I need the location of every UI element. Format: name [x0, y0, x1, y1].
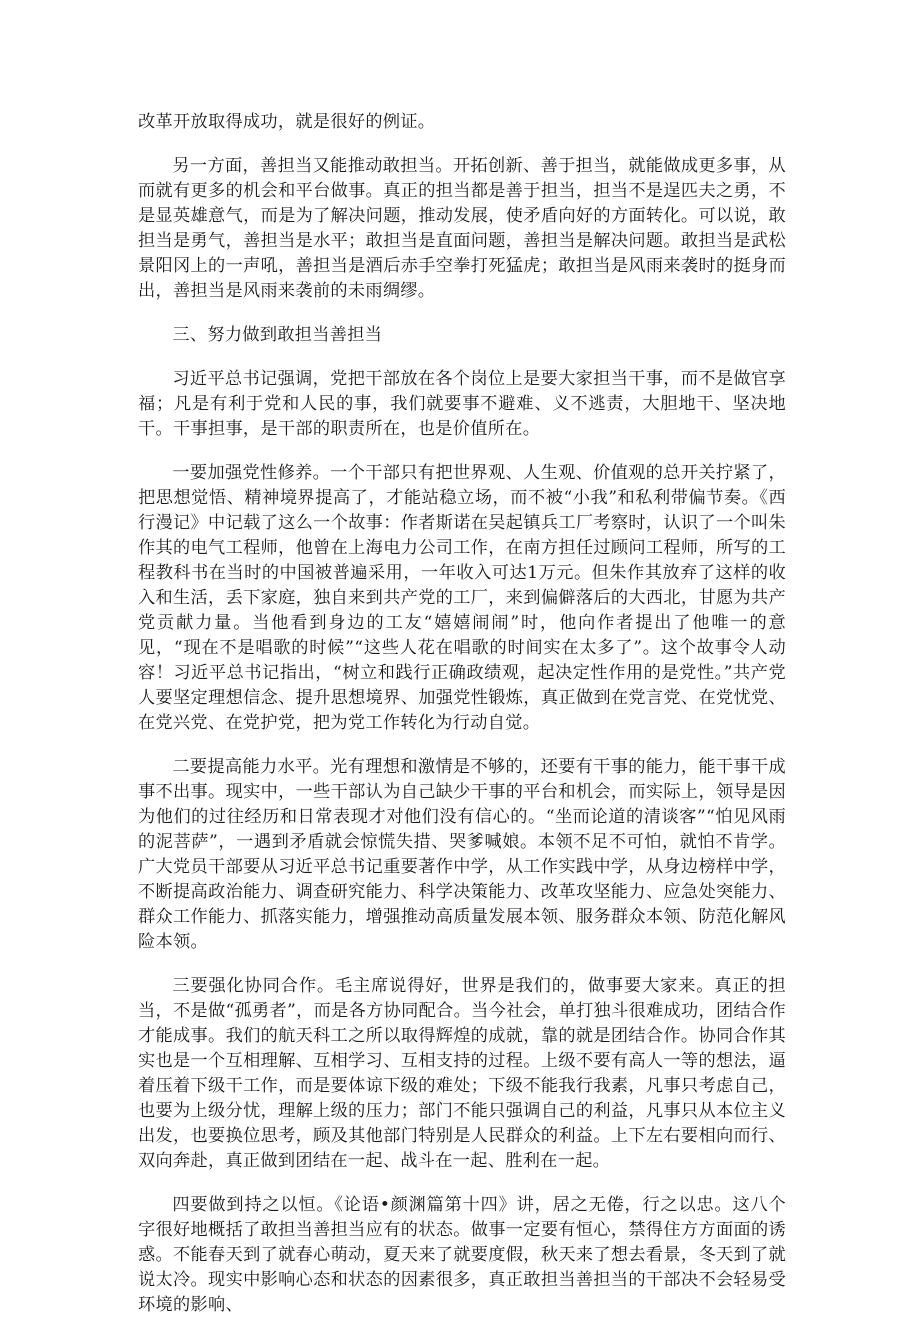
- paragraph-xi-quote: 习近平总书记强调，党把干部放在各个岗位上是要大家担当干事，而不是做官享福；凡是有利于党和人民的事，我们就要事不避难、义不逃责，大胆地干、坚决地干。干事担事，是干部的职责所在，也是价值所在。: [138, 369, 786, 439]
- paragraph-continuation: 改革开放取得成功，就是很好的例证。: [138, 112, 436, 132]
- document-page: [138, 110, 786, 1337]
- paragraph-dangxing: 一要加强党性修养。一个干部只有把世界观、人生观、价值观的总开关拧紧了，把思想觉悟、精神境界提高了，才能站稳立场，而不被“小我”和私利带偏节奏。《西行漫记》中记载了这么一个故事：作者斯诺在吴起镇兵工厂考察时，认识了一个叫朱作其的电气工程师，他曾在上海电力公司工作，在南方担任过顾问工程师，所写的工程教科书在当时的中国被普遍采用，一年收入可达1万元。但朱作其放弃了这样的收入和生活，丢下家庭，独自来到共产党的工厂，来到偏僻落后的大西北，甘愿为共产党贡献力量。当他看到身边的工友“嬉嬉闹闹”时，他向作者提出了他唯一的意见，“现在不是唱歌的时候”“这些人花在唱歌的时间实在太多了”。这个故事令人动容！习近平总书记指出，“树立和践行正确政绩观，起决定性作用的是党性。”共产党人要坚定理想信念、提升思想境界、加强党性锻炼，真正做到在党言党、在党忧党、在党兴党、在党护党，把为党工作转化为行动自觉。: [138, 463, 786, 733]
- paragraph-xietong: 三要强化协同合作。毛主席说得好，世界是我们的，做事要大家来。真正的担当，不是做“孤勇者”，而是各方协同配合。当今社会，单打独斗很难成功，团结合作才能成事。我们的航天科工之所以取得辉煌的成就，靠的就是团结合作。协同合作其实也是一个互相理解、互相学习、互相支持的过程。上级不要有高人一等的想法，逼着压着下级干工作，而是要体谅下级的难处；下级不能我行我素，凡事只考虑自己，也要为上级分忧，理解上级的压力；部门不能只强调自己的利益，凡事只从本位主义出发，也要换位思考，顾及其他部门特别是人民群众的利益。上下左右要相向而行、双向奔赴，真正做到团结在一起、战斗在一起、胜利在一起。: [138, 976, 786, 1171]
- paragraph-chizhiyiheng: 四要做到持之以恒。《论语•颜渊篇第十四》讲，居之无倦，行之以忠。这八个字很好地概括了敢担当善担当应有的状态。做事一定要有恒心，禁得住方方面面的诱惑。不能春天到了就春心萌动，夏天来了就要度假，秋天来了想去看景，冬天到了就说太冷。现实中影响心态和状态的因素很多，真正敢担当善担当的干部决不会轻易受环境的影响、: [138, 1195, 786, 1315]
- section-heading-3: 三、努力做到敢担当善担当: [172, 325, 383, 345]
- paragraph-nengli: 二要提高能力水平。光有理想和激情是不够的，还要有干事的能力，能干事干成事不出事。现实中，一些干部认为自己缺少干事的平台和机会，而实际上，领导是因为他们的过往经历和日常表现才对他们没有信心的。“坐而论道的清谈客”“怕见风雨的泥菩萨”，一遇到矛盾就会惊慌失措、哭爹喊娘。本领不足不可怕，就怕不肯学。广大党员干部要从习近平总书记重要著作中学，从工作实践中学，从身边榜样中学，不断提高政治能力、调查研究能力、科学决策能力、改革攻坚能力、应急处突能力、群众工作能力、抓落实能力，增强推动高质量发展本领、服务群众本领、防范化解风险本领。: [138, 757, 786, 952]
- paragraph-shan-dandang: 另一方面，善担当又能推动敢担当。开拓创新、善于担当，就能做成更多事，从而就有更多的机会和平台做事。真正的担当都是善于担当，担当不是逞匹夫之勇，不是显英雄意气，而是为了解决问题，推动发展，使矛盾向好的方面转化。可以说，敢担当是勇气，善担当是水平；敢担当是直面问题，善担当是解决问题。敢担当是武松景阳冈上的一声吼，善担当是酒后赤手空拳打死猛虎；敢担当是风雨来袭时的挺身而出，善担当是风雨来袭前的未雨绸缪。: [138, 156, 786, 301]
